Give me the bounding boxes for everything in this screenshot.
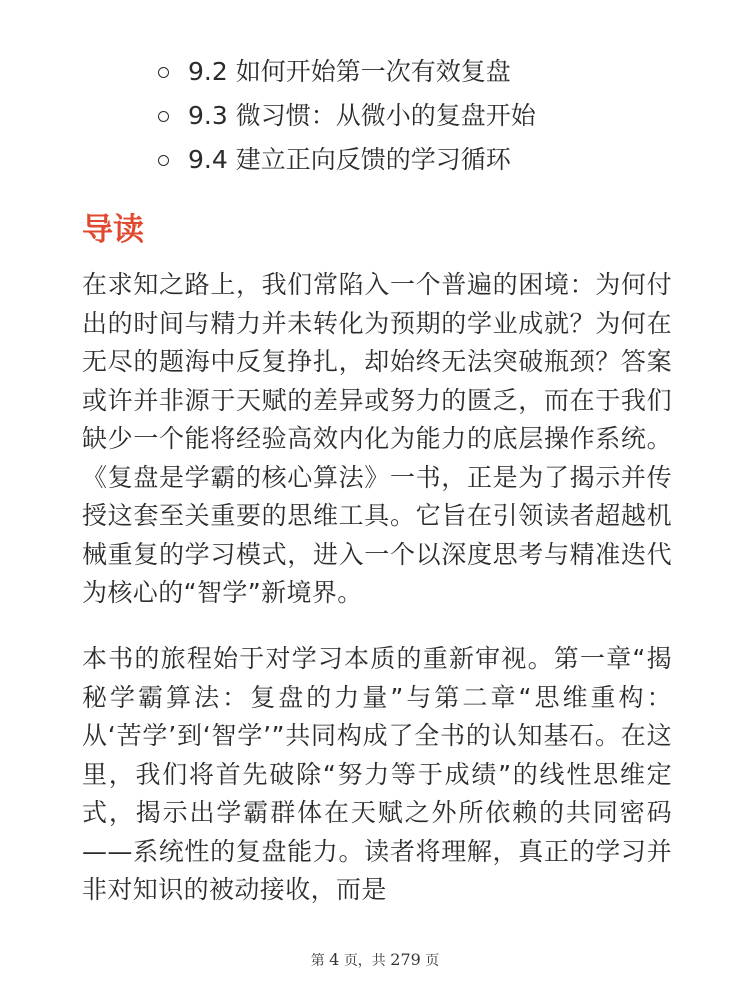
toc-item-number: 9.2 (188, 57, 228, 86)
hollow-circle-bullet-icon (158, 155, 169, 166)
body-paragraph: 本书的旅程始于对学习本质的重新审视。第一章“揭秘学霸算法：复盘的力量”与第二章“思维重构：从‘苦学’到‘智学’”共同构成了全书的认知基石。在这里，我们将首先破除“努力等于成绩”的线性思维定式，揭示出学霸群体在天赋之外所依赖的共同密码——系统性的复盘能力。读者将理解，真正的学习并非对知识的被动接收，而是 (82, 644, 672, 904)
section-heading: 导读 (82, 212, 144, 248)
toc-item-text: 微习惯：从微小的复盘开始 (235, 101, 536, 130)
total-page-count: 279 (390, 950, 421, 969)
toc-item[interactable] (158, 138, 536, 182)
page-footer (0, 950, 750, 970)
toc-item-text: 建立正向反馈的学习循环 (235, 145, 511, 174)
toc-item-number: 9.4 (188, 145, 228, 174)
hollow-circle-bullet-icon (158, 67, 169, 78)
footer-middle: 页，共 (343, 953, 386, 969)
toc-item[interactable] (158, 94, 536, 138)
toc-item[interactable] (158, 50, 536, 94)
body-paragraph: 在求知之路上，我们常陷入一个普遍的困境：为何付出的时间与精力并未转化为预期的学业成就？为何在无尽的题海中反复挣扎，却始终无法突破瓶颈？答案或许并非源于天赋的差异或努力的匮乏，而在于我们缺少一个能将经验高效内化为能力的底层操作系统。《复盘是学霸的核心算法》一书，正是为了揭示并传授这套至关重要的思维工具。它旨在引领读者超越机械重复的学习模式，进入一个以深度思考与精准迭代为核心的“智学”新境界。 (82, 270, 672, 607)
footer-suffix: 页 (425, 953, 440, 969)
current-page-number: 4 (329, 950, 340, 969)
toc-list (158, 50, 536, 182)
hollow-circle-bullet-icon (158, 111, 169, 122)
toc-item-number: 9.3 (188, 101, 228, 130)
footer-prefix: 第 (310, 953, 325, 969)
toc-item-text: 如何开始第一次有效复盘 (235, 57, 511, 86)
